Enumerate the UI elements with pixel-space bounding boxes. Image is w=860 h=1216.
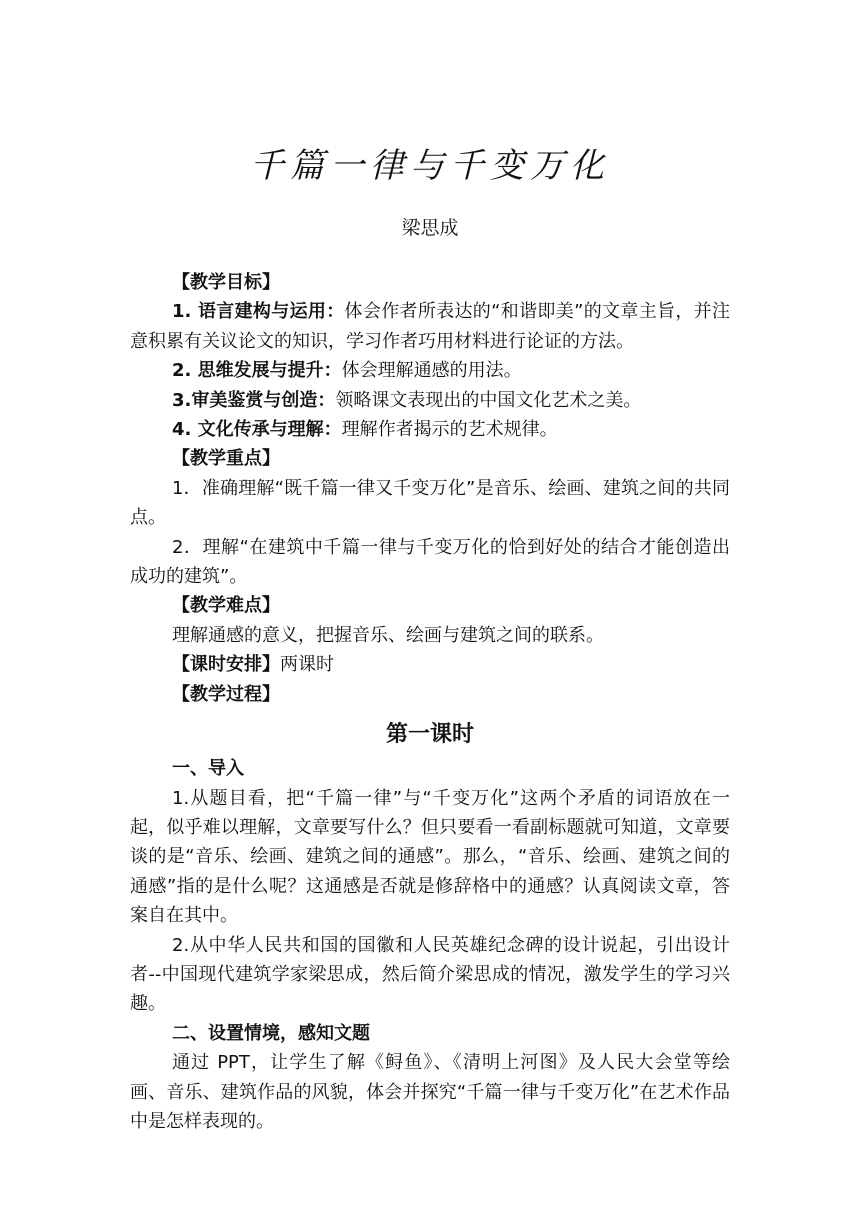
lesson-title: 第一课时 [385, 722, 474, 748]
document-body [130, 268, 730, 1136]
objective-label: 2. 思维发展与提升： [172, 360, 342, 382]
key-point-item-1: 1．准确理解“既千篇一律又千变万化”是音乐、绘画、建筑之间的共同点。 [130, 477, 730, 529]
section-heading-context: 二、设置情境，感知文题 [172, 1022, 370, 1044]
document-title: 千篇一律与千变万化 [250, 146, 610, 186]
objective-label: 1. 语言建构与运用： [172, 301, 345, 323]
objective-text: 体会理解通感的用法。 [341, 360, 522, 382]
difficulties-text: 理解通感的意义，把握音乐、绘画与建筑之间的联系。 [172, 624, 604, 646]
process-heading: 【教学过程】 [172, 683, 280, 705]
key-points-heading: 【教学重点】 [172, 448, 280, 470]
schedule-heading: 【课时安排】 [172, 654, 280, 676]
intro-paragraph-2: 2.从中华人民共和国的国徽和人民英雄纪念碑的设计说起，引出设计者--中国现代建筑学家梁思成，然后简介梁思成的情况，激发学生的学习兴趣。 [130, 934, 730, 1015]
objective-label: 3.审美鉴赏与创造： [172, 389, 336, 411]
objective-text: 体会作者所表达的“和谐即美”的文章主旨，并注意积累有关议论文的知识，学习作者巧用材料进行论证的方法。 [130, 301, 730, 352]
objective-text: 理解作者揭示的艺术规律。 [341, 419, 558, 441]
schedule-text: 两课时 [280, 654, 334, 676]
section-heading-intro: 一、导入 [172, 758, 244, 780]
objective-item-3 [130, 386, 730, 415]
objective-label: 4. 文化传承与理解： [172, 419, 342, 441]
document-author: 梁思成 [401, 217, 459, 239]
context-paragraph-1: 通过 PPT，让学生了解《鲟鱼》、《清明上河图》及人民大会堂等绘画、音乐、建筑作品的风貌，体会并探究“千篇一律与千变万化”在艺术作品中是怎样表现的。 [130, 1052, 730, 1132]
objective-text: 领略课文表现出的中国文化艺术之美。 [335, 389, 642, 411]
schedule-line [130, 650, 730, 679]
objective-item-4 [130, 415, 730, 444]
objective-item-2 [130, 356, 730, 385]
key-point-item-2: 2．理解“在建筑中千篇一律与千变万化的恰到好处的结合才能创造出成功的建筑”。 [130, 536, 730, 588]
objectives-heading: 【教学目标】 [172, 272, 280, 293]
intro-paragraph-1: 1.从题目看，把“千篇一律”与“千变万化”这两个矛盾的词语放在一起，似乎难以理解，文章要写什么？但只要看一看副标题就可知道，文章要谈的是“音乐、绘画、建筑之间的通感”。那么，“音乐、绘画、建筑之间的通感”指的是什么呢？这通感是否就是修辞格中的通感？认真阅读文章，答案自在其中。 [130, 787, 730, 927]
objective-item-1 [130, 297, 730, 356]
difficulties-heading: 【教学难点】 [172, 595, 280, 617]
